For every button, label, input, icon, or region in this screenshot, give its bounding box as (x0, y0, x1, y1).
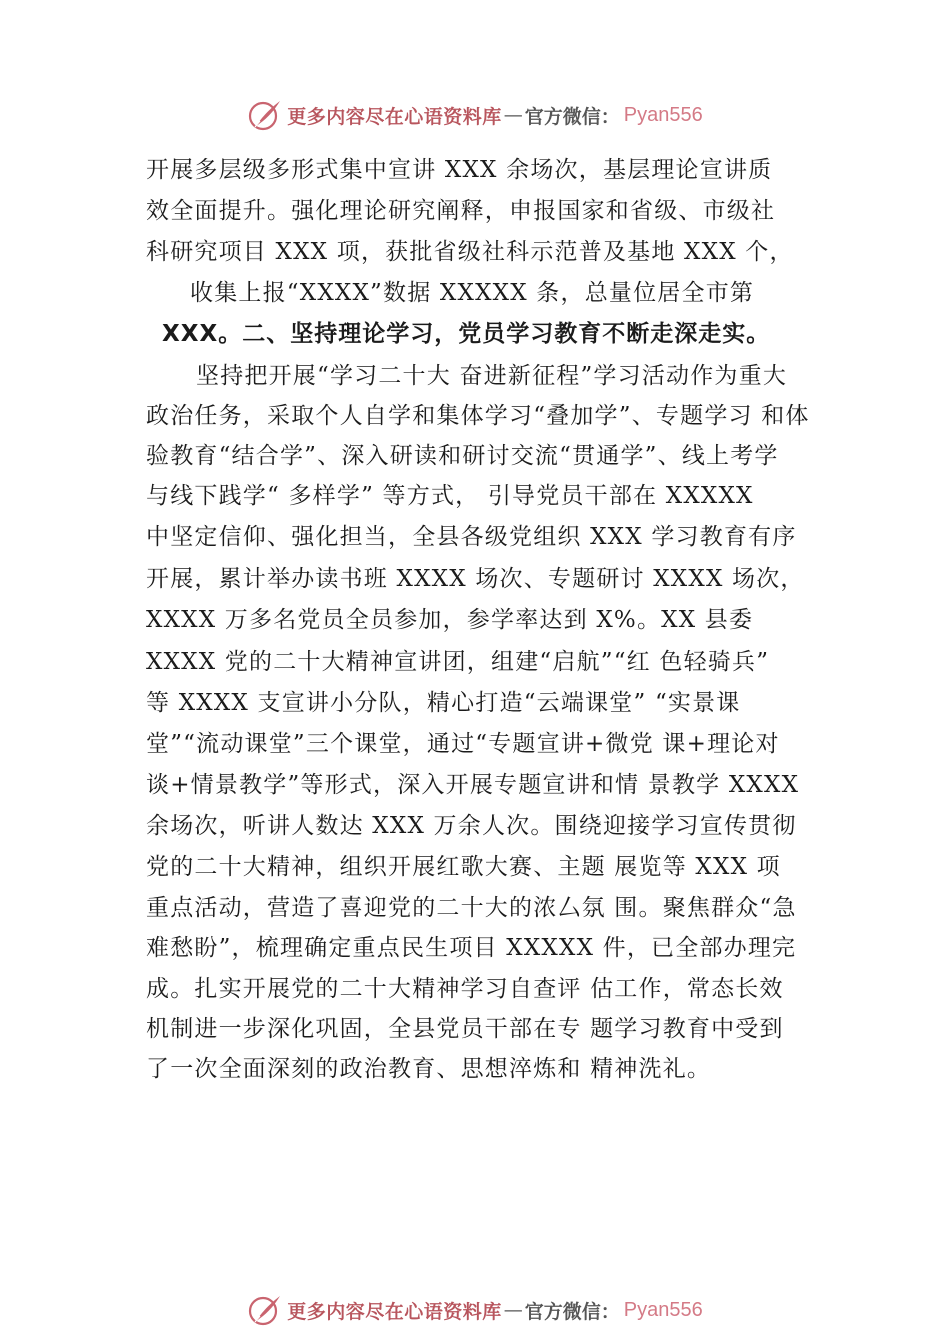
footer-wechat-id: Pyan556 (623, 1298, 703, 1321)
body-line: 与线下践学“ 多样学” 等方式， 引导党员干部在 XXXXX (146, 483, 754, 509)
header-banner (0, 95, 950, 135)
body-line: 堂”“流动课堂”三个课堂，通过“专题宣讲+微党 课+理论对 (146, 731, 780, 757)
footer-brand-text: 更多内容尽在心语资料库 (287, 1300, 502, 1323)
footer-wechat-label: 官方微信： (524, 1300, 620, 1323)
body-line: 政治任务，采取个人自学和集体学习“叠加学”、专题学习 和体 (146, 403, 810, 429)
body-line: 开展，累计举办读书班 XXXX 场次、专题研讨 XXXX 场次， (146, 566, 805, 592)
body-line: 机制进一步深化巩固，全县党员干部在专 题学习教育中受到 (146, 1016, 784, 1042)
body-line: 成。扎实开展党的二十大精神学习自查评 估工作，常态长效 (146, 976, 784, 1002)
body-line: 余场次，听讲人数达 XXX 万余人次。围绕迎接学习宣传贯彻 (146, 813, 797, 839)
quill-logo-icon (247, 97, 283, 133)
body-line: 科研究项目 XXX 项，获批省级社科示范普及基地 XXX 个， (146, 239, 794, 265)
body-line: 中坚定信仰、强化担当，全县各级党组织 XXX 学习教育有序 (146, 524, 797, 550)
body-line: 重点活动，营造了喜迎党的二十大的浓厶氛 围。聚焦群众“急 (146, 895, 797, 921)
header-dash: — (503, 104, 523, 126)
body-line: 谈+情景教学”等形式，深入开展专题宣讲和情 景教学 XXXX (146, 772, 800, 798)
quill-logo-icon (247, 1292, 283, 1328)
body-line: XXXX 万多名党员全员参加，参学率达到 X%。XX 县委 (146, 607, 754, 633)
header-wechat-label: 官方微信： (524, 105, 620, 128)
body-line: 效全面提升。强化理论研究阐释，申报国家和省级、市级社 (146, 198, 776, 224)
body-line: 验教育“结合学”、深入研读和研讨交流“贯通学”、线上考学 (146, 443, 779, 469)
body-line: 等 XXXX 支宣讲小分队，精心打造“云端课堂” “实景课 (146, 690, 741, 716)
body-line: XXXX 党的二十大精神宣讲团，组建“启航”“红 色轻骑兵” (146, 649, 770, 675)
header-brand-text: 更多内容尽在心语资料库 (287, 105, 502, 128)
header-wechat-id: Pyan556 (623, 103, 703, 126)
body-line: 了一次全面深刻的政治教育、思想淬炼和 精神洗礼。 (146, 1056, 712, 1082)
section-heading: XXX。二、坚持理论学习，党员学习教育不断走深走实。 (162, 321, 771, 347)
body-line: 难愁盼”，梳理确定重点民生项目 XXXXX 件，已全部办理完 (146, 935, 797, 961)
body-line: 坚持把开展“学习二十大 奋进新征程”学习活动作为重大 (196, 363, 788, 389)
body-line: 收集上报“XXXX”数据 XXXXX 条，总量位居全市第 (190, 280, 755, 306)
footer-dash: — (503, 1299, 523, 1321)
body-line: 开展多层级多形式集中宣讲 XXX 余场次，基层理论宣讲质 (146, 157, 773, 183)
footer-banner (0, 1290, 950, 1330)
body-line: 党的二十大精神，组织开展红歌大赛、主题 展览等 XXX 项 (146, 854, 781, 880)
